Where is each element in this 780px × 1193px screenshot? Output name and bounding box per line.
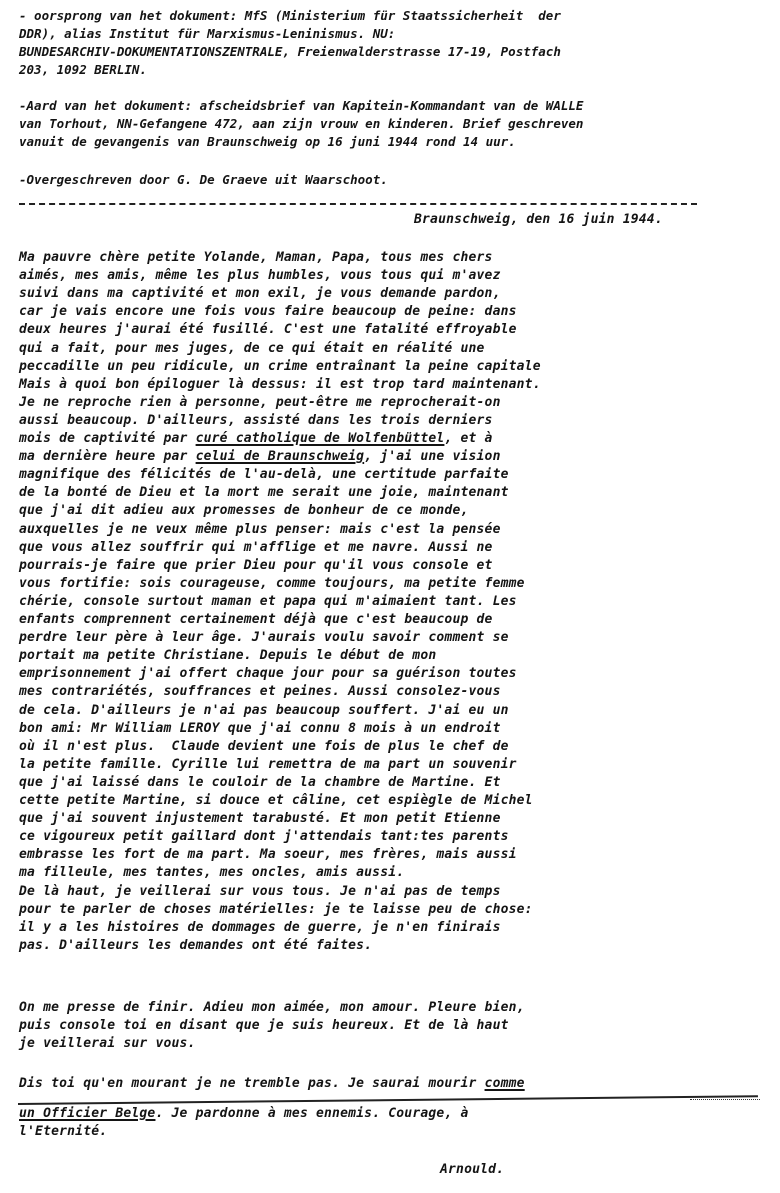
header-line-7: vanuit de gevangenis van Braunschweig op 16 juni 1944 rond 14 uur. [19,134,516,149]
body-line-text: mois de captivité par [19,431,196,446]
body-line-text: peccadille un peu ridicule, un crime entraînant la peine capitale [19,358,541,374]
closing-line-2: puis console toi en disant que je suis heureux. Et de là haut [19,1018,509,1033]
body-line-text: Je ne reproche rien à personne, peut-être me reprocherait-on [19,394,501,410]
body-line-text: bon ami: Mr William LEROY que j'ai connu 8 mois à un endroit [19,720,501,736]
body-line [19,576,525,592]
final-line-3: l'Eternité. [19,1124,108,1139]
header-line-6: van Torhout, NN-Gefangene 472, aan zijn vrouw en kinderen. Brief geschreven [19,116,584,131]
body-line-text: pas. D'ailleurs les demandes ont été faites. [19,937,373,953]
closing-line-1: On me presse de finir. Adieu mon aimée, mon amour. Pleure bien, [19,1000,525,1015]
body-line [19,829,509,845]
body-line-text: que j'ai souvent injustement tarabusté. Et mon petit Etienne [19,811,501,827]
body-line-text: mes contrariétés, souffrances et peines. Aussi consolez-vous [19,684,501,700]
body-line [19,757,517,773]
final-line-1-text: Dis toi qu'en mourant je ne tremble pas. Je saurai mourir [19,1076,485,1091]
body-line [19,286,501,302]
body-line-text: emprisonnement j'ai offert chaque jour pour sa guérison toutes [19,666,517,682]
body-line [19,268,501,284]
body-line [19,884,501,900]
body-line [19,467,509,483]
body-line-text: suivi dans ma captivité et mon exil, je vous demande pardon, [19,286,501,302]
body-line-text: il y a les histoires de dommages de guerre, je n'en finirais [19,919,501,935]
body-line-text: Ma pauvre chère petite Yolande, Maman, Papa, tous mes chers [19,250,493,265]
body-line-text: pour te parler de choses matérielles: je te laisse peu de chose: [19,901,533,917]
body-line-text: perdre leur père à leur âge. J'aurais voulu savoir comment se [19,630,509,646]
body-line-text: chérie, console surtout maman et papa qui m'aimaient tant. Les [19,593,517,609]
body-line-text: embrasse les fort de ma part. Ma soeur, mes frères, mais aussi [19,847,517,863]
body-line [19,811,501,827]
final-line-2-text: . Je pardonne à mes ennemis. Courage, à [155,1106,469,1121]
body-line-text: que j'ai dit adieu aux promesses de bonheur de ce monde, [19,503,469,519]
signature: Arnould. [440,1162,505,1177]
body-line [19,721,501,737]
header-line-5: -Aard van het dokument: afscheidsbrief van Kapitein-Kommandant van de WALLE [19,98,584,113]
body-line [19,522,501,538]
final-line-2 [19,1106,469,1122]
body-line-text: auxquelles je ne veux même plus penser: mais c'est la pensée [19,521,501,537]
body-line-text: pourrais-je faire que prier Dieu pour qu'il vous console et [19,557,493,573]
body-line [19,594,517,610]
body-line [19,540,493,556]
closing-line-3: je veillerai sur vous. [19,1036,196,1051]
body-line-text: de cela. D'ailleurs je n'ai pas beaucoup souffert. J'ai eu un [19,702,509,718]
body-line-text: aimés, mes amis, même les plus humbles, vous tous qui m'avez [19,268,501,284]
body-line-text: car je vais encore une fois vous faire beaucoup de peine: dans [19,304,517,320]
header-separator [19,203,697,205]
body-line [19,395,501,411]
body-line-text: Mais à quoi bon épiloguer là dessus: il est trop tard maintenant. [19,376,541,392]
strike-line [18,1095,758,1105]
body-line [19,865,404,881]
body-line-text: qui a fait, pour mes juges, de ce qui était en réalité une [19,340,485,356]
body-line [19,431,493,447]
body-line [19,485,509,501]
body-line-text: la petite famille. Cyrille lui remettra de ma part un souvenir [19,756,517,772]
header-line-3: BUNDESARCHIV-DOKUMENTATIONSZENTRALE, Freienwalderstrasse 17-19, Postfach [19,44,561,59]
header-line-2: DDR), alias Institut für Marxismus-Leninismus. NU: [19,26,396,41]
body-line [19,612,493,628]
body-line-text: ma dernière heure par [19,449,196,465]
body-line [19,793,533,809]
body-line [19,304,517,320]
body-line-text: ce vigoureux petit gaillard dont j'attendais tant:tes parents [19,829,509,845]
body-line-text: que vous allez souffrir qui m'afflige et me navre. Aussi ne [19,539,493,555]
body-line-text: cette petite Martine, si douce et câline, cet espiègle de Michel [19,793,533,808]
body-line [19,413,493,429]
body-line [19,630,509,646]
body-line-rest: , j'ai une vision [364,449,501,465]
body-line [19,377,541,393]
body-line [19,684,501,700]
header-line-4: 203, 1092 BERLIN. [19,62,147,77]
body-line [19,666,517,682]
body-line [19,322,517,338]
body-line-text: magnifique des félicités de l'au-delà, une certitude parfaite [19,467,509,483]
body-line [19,938,372,954]
final-underlined-comme: comme [484,1076,525,1091]
header-line-8: -Overgeschreven door G. De Graeve uit Waarschoot. [19,172,388,187]
body-line-text: De là haut, je veillerai sur vous tous. Je n'ai pas de temps [19,883,501,899]
final-underlined-officier: un Officier Belge [19,1106,156,1121]
body-line [19,250,493,266]
body-line-text: aussi beaucoup. D'ailleurs, assisté dans les trois derniers [19,412,493,428]
body-line [19,775,501,791]
underlined-wolfenbuttel: curé catholique de Wolfenbüttel [195,431,445,446]
body-line-rest: , et à [444,431,493,446]
body-line-text: où il n'est plus. Claude devient une fois de plus le chef de [19,738,509,754]
body-line-text: deux heures j'aurai été fusillé. C'est une fatalité effroyable [19,322,517,338]
body-line [19,703,509,719]
body-line [19,847,517,863]
body-line [19,902,533,918]
body-line-text: vous fortifie: sois courageuse, comme toujours, ma petite femme [19,575,525,591]
body-line [19,503,469,519]
body-line [19,920,501,936]
body-line-text: de la bonté de Dieu et la mort me serait une joie, maintenant [19,485,509,501]
letter-date: Braunschweig, den 16 juin 1944. [414,212,663,227]
body-line [19,341,485,357]
final-line-1 [19,1076,525,1092]
body-line [19,648,436,664]
body-line [19,359,541,375]
body-line-text: que j'ai laissé dans le couloir de la chambre de Martine. Et [19,774,501,790]
header-line-1: - oorsprong van het dokument: MfS (Ministerium für Staatssicherheit der [19,8,561,23]
underlined-braunschweig: celui de Braunschweig [195,449,365,465]
dotted-mark [690,1099,760,1100]
body-line [19,558,493,574]
body-line-text: ma filleule, mes tantes, mes oncles, amis aussi. [19,865,405,881]
body-line-text: enfants comprennent certainement déjà que c'est beaucoup de [19,612,493,627]
body-line-text: portait ma petite Christiane. Depuis le début de mon [19,648,437,664]
body-line [19,449,501,465]
body-line [19,739,509,755]
